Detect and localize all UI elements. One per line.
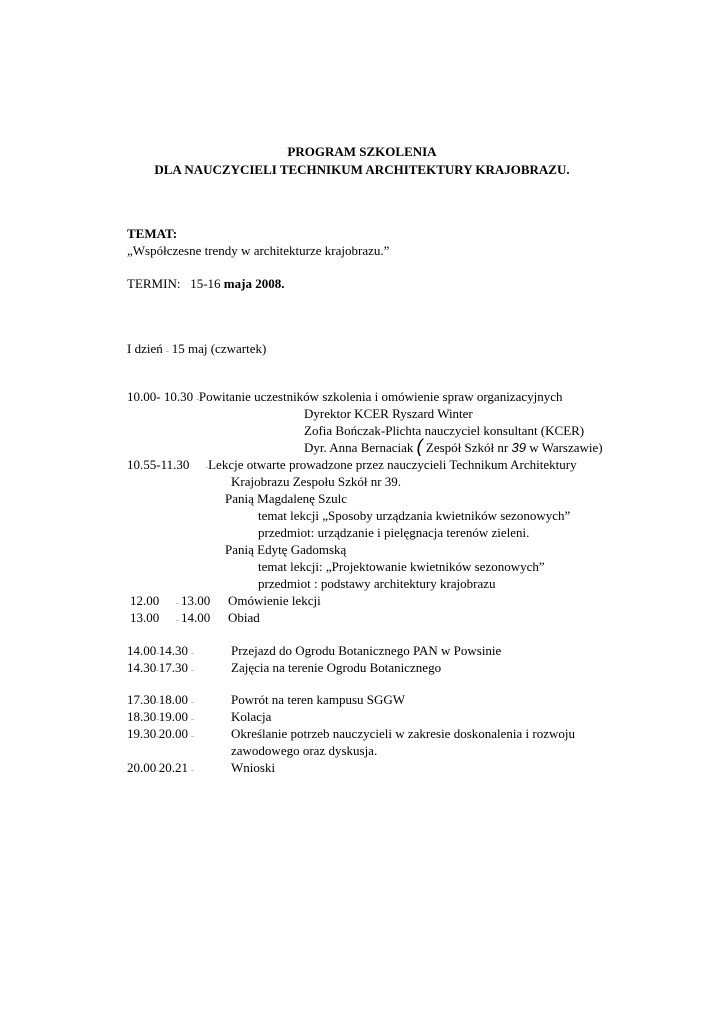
session-5-text: Przejazd do Ogrodu Botanicznego PAN w Powsinie (231, 643, 502, 658)
session-1-time: 10.00- 10.30 (127, 389, 194, 404)
session-1-person-1: Dyrektor KCER Ryszard Winter (304, 406, 473, 421)
teacher-1-name: Panią Magdalenę Szulc (225, 491, 348, 506)
session-4-dash: – (176, 619, 179, 624)
topic-text: „Współczesne trendy w architekturze krajobrazu.” (127, 243, 390, 258)
session-1-city: w Warszawie) (529, 440, 603, 455)
session-1-person-2: Zofia Bończak-Plichta nauczyciel konsultant (KCER) (304, 423, 585, 438)
teacher-2-name: Panią Edytę Gadomską (225, 542, 347, 557)
session-7-time: 17.30–18.00 – (127, 692, 194, 707)
day-date: 15 maj (czwartek) (171, 341, 267, 356)
session-4-text: Obiad (228, 610, 260, 625)
teacher-2-subject: przedmiot : podstawy architektury krajobrazu (258, 576, 496, 591)
day-heading (127, 341, 266, 361)
session-4-start: 13.00 (130, 610, 160, 625)
session-1-paren: ( (416, 436, 423, 456)
day-dash: – (165, 350, 169, 355)
session-2-text: Lekcje otwarte prowadzone przez nauczycieli Technikum Architektury (208, 457, 577, 472)
session-10-text: Wnioski (231, 760, 276, 775)
session-4-end: 14.00 (181, 610, 211, 625)
session-3-end: 13.00 (181, 593, 211, 608)
session-7-text: Powrót na teren kampusu SGGW (231, 692, 406, 707)
term-month-year: maja 2008. (223, 276, 285, 291)
session-1-dash: – (196, 398, 199, 403)
term-label: TERMIN: (127, 276, 181, 291)
session-1-school-number: 39 (511, 440, 526, 455)
session-2-text-cont: Krajobrazu Zespołu Szkół nr 39. (231, 474, 402, 489)
document-subtitle: DLA NAUCZYCIELI TECHNIKUM ARCHITEKTURY KRAJOBRAZU. (154, 162, 570, 177)
teacher-1-subject: przedmiot: urządzanie i pielęgnacja terenów zieleni. (258, 525, 530, 540)
session-1-person-3-name: Dyr. Anna Bernaciak (304, 440, 414, 455)
session-9-text-cont: zawodowego oraz dyskusja. (231, 743, 378, 758)
session-2-dash: – (205, 466, 209, 471)
session-1-text: Powitanie uczestników szkolenia i omówienie spraw organizacyjnych (198, 389, 563, 404)
session-8-time: 18.30–19.00 – (127, 709, 194, 724)
session-2-time: 10.55-11.30 (127, 457, 190, 472)
topic-label: TEMAT: (127, 226, 178, 241)
session-5-time: 14.00–14.30 – (127, 643, 194, 658)
session-3-text: Omówienie lekcji (228, 593, 321, 608)
session-9-time: 19.30–20.00 – (127, 726, 194, 741)
teacher-2-topic: temat lekcji: „Projektowanie kwietników sezonowych” (258, 559, 545, 574)
session-8-text: Kolacja (231, 709, 272, 724)
day-prefix: I dzień (127, 341, 163, 356)
session-6-time: 14.30–17.30 – (127, 660, 194, 675)
session-9-text: Określanie potrzeb nauczycieli w zakresie doskonalenia i rozwoju (231, 726, 575, 741)
term-line (127, 276, 284, 292)
session-3-dash: – (176, 602, 179, 607)
session-1-person-3 (304, 436, 603, 456)
session-6-text: Zajęcia na terenie Ogrodu Botanicznego (231, 660, 442, 675)
session-1-school: Zespół Szkół nr (425, 440, 509, 455)
session-10-time: 20.00–20.21 – (127, 760, 194, 775)
term-days: 15-16 (190, 276, 221, 291)
teacher-1-topic: temat lekcji „Sposoby urządzania kwietników sezonowych” (258, 508, 571, 523)
session-3-start: 12.00 (130, 593, 160, 608)
document-title: PROGRAM SZKOLENIA (287, 144, 437, 159)
